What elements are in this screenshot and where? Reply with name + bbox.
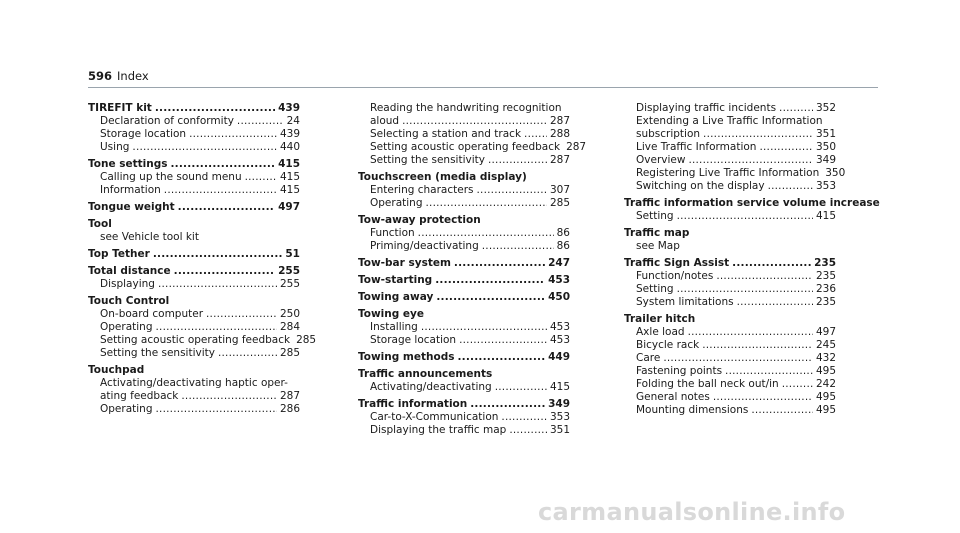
page-reference[interactable]: 351 xyxy=(815,128,836,140)
index-heading xyxy=(358,257,570,270)
index-entry xyxy=(624,257,836,309)
heading-label: Total distance xyxy=(88,265,171,277)
index-entry xyxy=(88,158,300,197)
leader-dots xyxy=(524,128,547,141)
subentry-label: Function xyxy=(370,227,415,239)
index-heading: Tool xyxy=(88,218,112,230)
subentry-label: Operating xyxy=(100,321,153,333)
index-heading: Traffic information service volume increase xyxy=(624,197,880,209)
subentry-label: Fastening points xyxy=(636,365,723,377)
leader-dots xyxy=(663,352,813,365)
index-entry xyxy=(88,364,300,416)
index-subentry xyxy=(624,339,836,352)
index-heading xyxy=(624,257,836,270)
page-reference[interactable]: 497 xyxy=(815,326,836,338)
index-entry xyxy=(624,197,880,223)
index-entry xyxy=(358,274,570,287)
page-reference[interactable]: 286 xyxy=(279,403,300,415)
subentry-label: Switching on the display xyxy=(636,180,765,192)
index-subentry xyxy=(88,308,300,321)
leader-dots xyxy=(170,158,275,171)
heading-label: Tone settings xyxy=(88,158,168,170)
index-entry xyxy=(88,248,300,261)
subentry-label: Setting xyxy=(636,210,674,222)
page-reference[interactable]: 497 xyxy=(278,201,300,213)
index-column-2 xyxy=(358,102,587,437)
subentry-label: Axle load xyxy=(636,326,685,338)
index-subentry xyxy=(88,403,300,416)
index-subentry xyxy=(624,296,836,309)
heading-label: Traffic Sign Assist xyxy=(624,257,730,269)
index-subentry xyxy=(358,154,570,167)
leader-dots xyxy=(688,154,813,167)
page-reference[interactable]: 235 xyxy=(815,296,836,308)
leader-dots xyxy=(688,326,813,339)
page-reference[interactable]: 415 xyxy=(278,158,300,170)
section-title: Index xyxy=(117,69,149,83)
leader-dots xyxy=(218,347,277,360)
index-entry xyxy=(358,171,570,210)
subentry-label: Operating xyxy=(100,403,153,415)
leader-dots xyxy=(477,184,547,197)
index-heading: Trailer hitch xyxy=(624,313,696,325)
page-reference[interactable]: 235 xyxy=(815,270,836,282)
heading-label: Top Tether xyxy=(88,248,150,260)
leader-dots xyxy=(779,102,813,115)
leader-dots xyxy=(156,403,277,416)
leader-dots xyxy=(418,227,554,240)
index-entry xyxy=(358,214,570,253)
subentry-label: Registering Live Traffic Information xyxy=(636,167,820,179)
leader-dots xyxy=(237,115,284,128)
index-entry xyxy=(358,351,570,364)
index-entry xyxy=(358,257,570,270)
leader-dots xyxy=(245,171,277,184)
leader-dots xyxy=(174,265,275,278)
leader-dots xyxy=(206,308,277,321)
header-rule xyxy=(88,87,878,88)
index-subentry xyxy=(358,321,570,334)
leader-dots xyxy=(164,184,277,197)
subentry-label: Priming/deactivating xyxy=(370,240,479,252)
index-subentry xyxy=(358,128,570,141)
subentry-label: Setting acoustic operating feedback xyxy=(100,334,291,346)
leader-dots xyxy=(488,154,547,167)
leader-dots xyxy=(402,115,547,128)
subentry-label: ating feedback xyxy=(100,390,179,402)
page-reference[interactable]: 495 xyxy=(815,404,836,416)
index-subentry xyxy=(624,141,836,154)
index-subentry xyxy=(624,210,836,223)
leader-dots xyxy=(495,381,547,394)
page-reference[interactable]: 349 xyxy=(548,398,570,410)
page-reference[interactable]: 415 xyxy=(279,171,300,183)
leader-dots xyxy=(732,257,811,270)
heading-label: TIREFIT kit xyxy=(88,102,152,114)
index-subentry xyxy=(624,270,836,283)
index-heading xyxy=(358,351,570,364)
index-subentry xyxy=(358,115,570,128)
index-subentry: Extending a Live Traffic Information xyxy=(636,115,823,127)
subentry-label: Entering characters xyxy=(370,184,474,196)
index-subentry xyxy=(358,334,570,347)
index-heading: Traffic map xyxy=(624,227,690,239)
page-reference[interactable]: 285 xyxy=(296,334,317,346)
subentry-label: Using xyxy=(100,141,130,153)
index-subentry xyxy=(88,321,300,334)
page-reference[interactable]: 439 xyxy=(279,128,300,140)
page-reference[interactable]: 495 xyxy=(815,391,836,403)
index-subentry xyxy=(358,381,570,394)
page-reference[interactable]: 415 xyxy=(549,381,570,393)
index-subentry xyxy=(624,391,836,404)
index-subentry xyxy=(88,347,300,360)
page-reference[interactable]: 86 xyxy=(556,227,570,239)
page-reference[interactable]: 352 xyxy=(815,102,836,114)
page-reference[interactable]: 307 xyxy=(549,184,570,196)
index-entry xyxy=(624,313,836,417)
page-reference[interactable]: 349 xyxy=(815,154,836,166)
index-subentry xyxy=(624,326,836,339)
heading-label: Tow-starting xyxy=(358,274,433,286)
page-reference[interactable]: 287 xyxy=(279,390,300,402)
index-entry xyxy=(358,291,570,304)
index-subentry: Reading the handwriting recognition xyxy=(370,102,562,114)
index-column-1 xyxy=(88,102,317,416)
index-subentry: see Map xyxy=(636,240,680,252)
index-subentry xyxy=(88,171,300,184)
subentry-label: Storage location xyxy=(370,334,457,346)
page-reference[interactable]: 450 xyxy=(548,291,570,303)
index-subentry xyxy=(624,180,836,193)
leader-dots xyxy=(782,378,813,391)
index-heading xyxy=(88,248,300,261)
subentry-label: Setting xyxy=(636,283,674,295)
leader-dots xyxy=(436,291,545,304)
index-subentry xyxy=(358,184,570,197)
subentry-label: Storage location xyxy=(100,128,187,140)
index-subentry xyxy=(88,184,300,197)
subentry-label: aloud xyxy=(370,115,400,127)
index-heading xyxy=(88,158,300,171)
index-entry xyxy=(88,218,300,244)
index-subentry xyxy=(88,115,300,128)
index-subentry xyxy=(358,240,570,253)
page-reference[interactable]: 51 xyxy=(285,248,300,260)
leader-dots xyxy=(454,257,545,270)
leader-dots xyxy=(677,283,813,296)
index-heading: Tow-away protection xyxy=(358,214,481,226)
leader-dots xyxy=(153,248,283,261)
page-reference[interactable]: 453 xyxy=(549,334,570,346)
leader-dots xyxy=(702,339,813,352)
index-entry xyxy=(358,368,570,394)
page-reference[interactable]: 24 xyxy=(286,115,300,127)
heading-label: Tow-bar system xyxy=(358,257,451,269)
subentry-label: System limitations xyxy=(636,296,734,308)
index-subentry xyxy=(624,167,846,180)
subentry-label: Overview xyxy=(636,154,686,166)
page-number: 596 xyxy=(88,69,113,83)
subentry-label: Declaration of conformity xyxy=(100,115,234,127)
index-subentry xyxy=(88,141,300,154)
leader-dots xyxy=(132,141,277,154)
page-reference[interactable]: 245 xyxy=(815,339,836,351)
page-reference[interactable]: 453 xyxy=(549,321,570,333)
index-entry xyxy=(88,201,300,214)
index-entry xyxy=(624,102,846,193)
subentry-label: Displaying the traffic map xyxy=(370,424,507,436)
subentry-label: Displaying xyxy=(100,278,155,290)
index-subentry xyxy=(624,102,836,115)
index-subentry xyxy=(358,227,570,240)
index-heading: Touch Control xyxy=(88,295,170,307)
page-reference[interactable]: 415 xyxy=(815,210,836,222)
leader-dots xyxy=(459,334,547,347)
heading-label: Traffic information xyxy=(358,398,468,410)
leader-dots xyxy=(501,411,547,424)
page-reference[interactable]: 235 xyxy=(814,257,836,269)
index-subentry xyxy=(88,278,300,291)
index-heading xyxy=(358,398,570,411)
leader-dots xyxy=(158,278,277,291)
subentry-label: General notes xyxy=(636,391,710,403)
subentry-label: Setting the sensitivity xyxy=(100,347,215,359)
leader-dots xyxy=(156,321,277,334)
subentry-label: Care xyxy=(636,352,661,364)
index-entry xyxy=(88,102,300,154)
index-subentry xyxy=(358,197,570,210)
index-subentry: see Vehicle tool kit xyxy=(100,231,199,243)
leader-dots xyxy=(751,404,813,417)
heading-label: Towing methods xyxy=(358,351,455,363)
page-reference[interactable]: 86 xyxy=(556,240,570,252)
page-reference[interactable]: 353 xyxy=(549,411,570,423)
index-heading: Touchpad xyxy=(88,364,145,376)
subentry-label: Information xyxy=(100,184,161,196)
page-reference[interactable]: 449 xyxy=(548,351,570,363)
index-column-3 xyxy=(624,102,880,417)
page-reference[interactable]: 284 xyxy=(279,321,300,333)
page-reference[interactable]: 255 xyxy=(279,278,300,290)
leader-dots xyxy=(716,270,813,283)
leader-dots xyxy=(725,365,813,378)
subentry-label: Activating/deactivating xyxy=(370,381,492,393)
page-reference[interactable]: 287 xyxy=(549,115,570,127)
index-entry xyxy=(358,308,570,347)
leader-dots xyxy=(457,351,545,364)
subentry-label: Folding the ball neck out/in xyxy=(636,378,779,390)
page-reference[interactable]: 250 xyxy=(279,308,300,320)
leader-dots xyxy=(421,321,547,334)
index-subentry xyxy=(358,141,587,154)
index-heading: Traffic announcements xyxy=(358,368,493,380)
page-header xyxy=(88,69,149,83)
subentry-label: Operating xyxy=(370,197,423,209)
index-heading: Towing eye xyxy=(358,308,425,320)
index-entry xyxy=(88,295,317,360)
page-reference[interactable]: 415 xyxy=(279,184,300,196)
page-reference[interactable]: 287 xyxy=(549,154,570,166)
index-heading xyxy=(358,274,570,287)
page-reference[interactable]: 353 xyxy=(815,180,836,192)
subentry-label: Displaying traffic incidents xyxy=(636,102,777,114)
index-subentry xyxy=(624,365,836,378)
index-entry xyxy=(358,102,587,167)
leader-dots xyxy=(703,128,813,141)
page-reference[interactable]: 255 xyxy=(278,265,300,277)
index-subentry xyxy=(624,128,836,141)
index-subentry xyxy=(88,334,317,347)
leader-dots xyxy=(768,180,813,193)
subentry-label: Bicycle rack xyxy=(636,339,700,351)
index-subentry xyxy=(624,404,836,417)
leader-dots xyxy=(713,391,813,404)
leader-dots xyxy=(737,296,813,309)
subentry-label: On-board computer xyxy=(100,308,204,320)
index-subentry: Activating/deactivating haptic oper- xyxy=(100,377,288,389)
page-reference[interactable]: 350 xyxy=(815,141,836,153)
leader-dots xyxy=(482,240,554,253)
page-reference[interactable]: 453 xyxy=(548,274,570,286)
watermark: carmanualsonline.info xyxy=(538,498,846,526)
leader-dots xyxy=(155,102,275,115)
page-reference[interactable]: 242 xyxy=(815,378,836,390)
index-entry xyxy=(358,398,570,437)
subentry-label: Setting the sensitivity xyxy=(370,154,485,166)
index-subentry xyxy=(88,128,300,141)
index-subentry xyxy=(358,411,570,424)
subentry-label: Car-to-X-Communication xyxy=(370,411,499,423)
index-entry xyxy=(88,265,300,291)
leader-dots xyxy=(470,398,545,411)
leader-dots xyxy=(181,390,277,403)
page-reference[interactable]: 351 xyxy=(549,424,570,436)
index-subentry xyxy=(624,283,836,296)
heading-label: Towing away xyxy=(358,291,434,303)
leader-dots xyxy=(189,128,277,141)
leader-dots xyxy=(435,274,545,287)
subentry-label: Live Traffic Information xyxy=(636,141,757,153)
page-reference[interactable]: 440 xyxy=(279,141,300,153)
subentry-label: Calling up the sound menu xyxy=(100,171,242,183)
index-subentry xyxy=(624,154,836,167)
page-reference[interactable]: 285 xyxy=(549,197,570,209)
page-reference[interactable]: 247 xyxy=(548,257,570,269)
leader-dots xyxy=(178,201,275,214)
heading-label: Tongue weight xyxy=(88,201,175,213)
subentry-label: Mounting dimensions xyxy=(636,404,749,416)
index-subentry xyxy=(358,424,570,437)
subentry-label: Selecting a station and track xyxy=(370,128,522,140)
leader-dots xyxy=(426,197,547,210)
subentry-label: Installing xyxy=(370,321,418,333)
leader-dots xyxy=(509,424,547,437)
page-reference[interactable]: 495 xyxy=(815,365,836,377)
subentry-label: Function/notes xyxy=(636,270,714,282)
index-subentry xyxy=(624,378,836,391)
index-heading xyxy=(88,265,300,278)
leader-dots xyxy=(759,141,813,154)
subentry-label: subscription xyxy=(636,128,701,140)
leader-dots xyxy=(677,210,813,223)
page-reference[interactable]: 350 xyxy=(825,167,846,179)
page-reference[interactable]: 285 xyxy=(279,347,300,359)
page-reference[interactable]: 288 xyxy=(549,128,570,140)
index-entry xyxy=(624,227,836,253)
index-heading xyxy=(88,201,300,214)
subentry-label: Setting acoustic operating feedback xyxy=(370,141,561,153)
page-reference[interactable]: 432 xyxy=(815,352,836,364)
index-heading xyxy=(358,291,570,304)
page-reference[interactable]: 287 xyxy=(566,141,587,153)
page-reference[interactable]: 439 xyxy=(278,102,300,114)
index-subentry xyxy=(88,390,300,403)
page-reference[interactable]: 236 xyxy=(815,283,836,295)
index-heading: Touchscreen (media display) xyxy=(358,171,527,183)
index-heading xyxy=(88,102,300,115)
index-subentry xyxy=(624,352,836,365)
